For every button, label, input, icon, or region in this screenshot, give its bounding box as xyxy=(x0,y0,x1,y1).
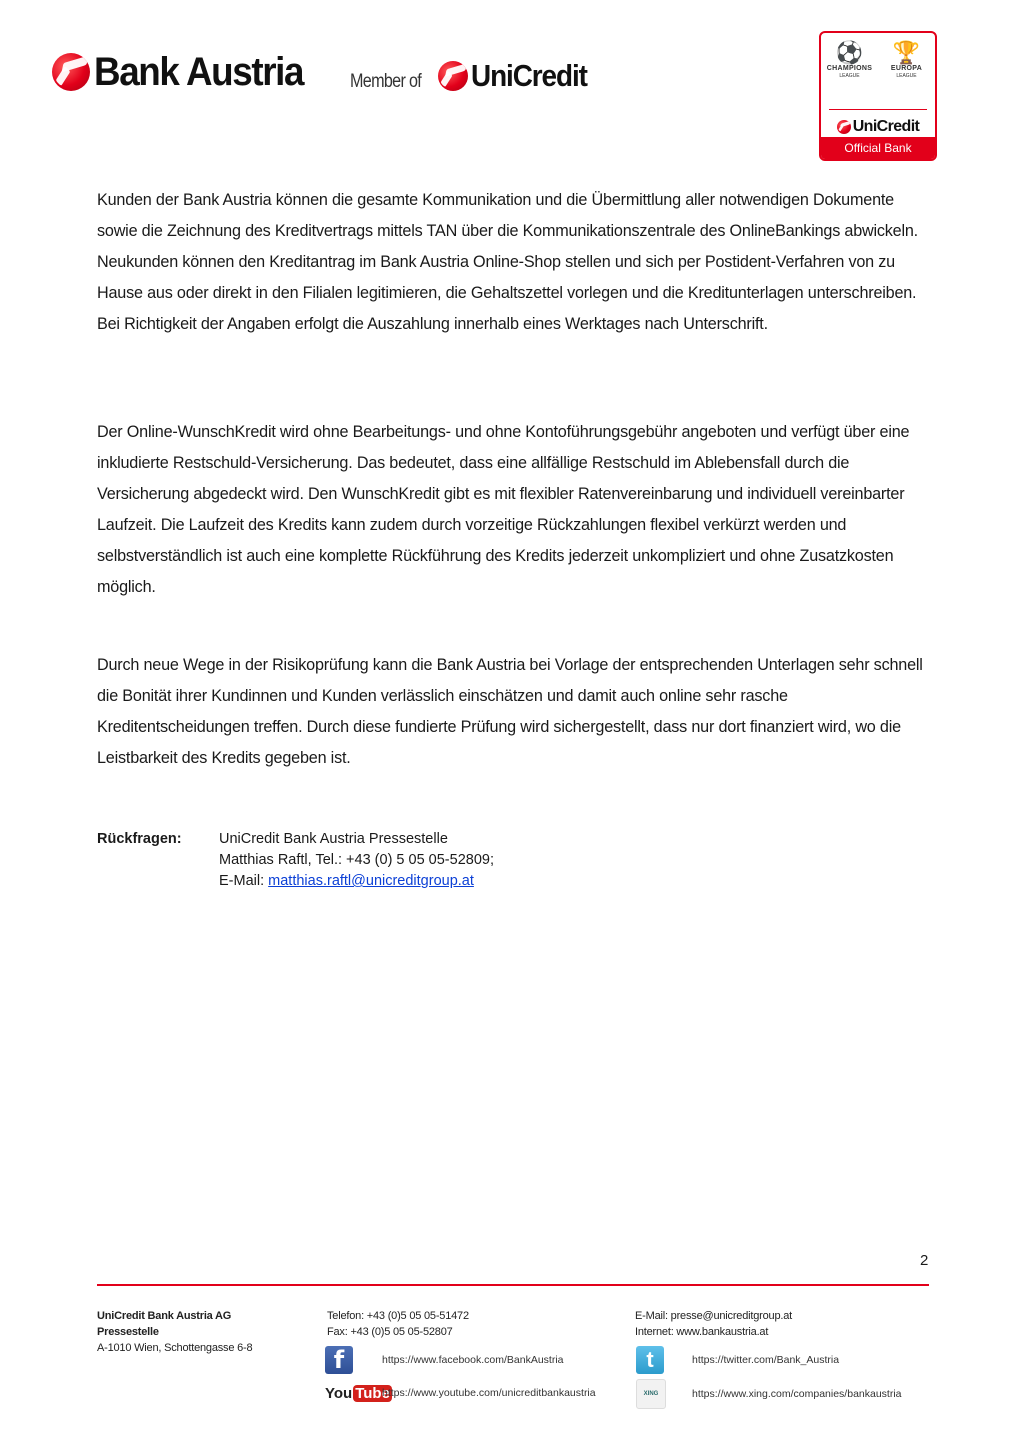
official-bank-badge xyxy=(819,31,937,161)
contact-label: Rückfragen: xyxy=(97,831,182,847)
footer-online-block xyxy=(635,1308,792,1340)
unicredit-ball-icon xyxy=(52,53,90,91)
contact-office: UniCredit Bank Austria Pressestelle xyxy=(219,831,448,847)
twitter-icon[interactable]: t xyxy=(636,1346,664,1374)
badge-divider xyxy=(829,109,927,110)
badge-brand: UniCredit xyxy=(852,118,920,135)
paragraph-3: Durch neue Wege in der Risikoprüfung kann die Bank Austria bei Vorlage der entsprechenden Unterlagen sehr schnell die Bonität ihrer Kundinnen und Kunden verlässlich einschätzen und damit auch online sehr rasche Kreditentscheidungen treffen. Durch diese fundierte Prüfung wird sichergestellt, dass nur dort finanziert wird, wo die Leistbarkeit des Kredits gegeben ist. xyxy=(97,656,923,767)
star-ball-icon: ⚽ xyxy=(835,40,864,65)
youtube-link[interactable]: You Tube https://www.youtube.com/unicreditbankaustria xyxy=(325,1379,383,1407)
footer-street: A-1010 Wien, Schottengasse 6-8 xyxy=(97,1342,253,1354)
footer-divider xyxy=(97,1284,929,1286)
twitter-link[interactable]: t https://twitter.com/Bank_Austria xyxy=(636,1346,692,1374)
page-number: 2 xyxy=(920,1252,929,1269)
bank-austria-logo xyxy=(52,52,321,92)
footer-address xyxy=(97,1308,252,1356)
europa-league-logo: 🏆 EUROPA LEAGUE xyxy=(890,40,923,79)
unicredit-ball-icon xyxy=(837,120,851,134)
trophy-icon: 🏆 xyxy=(892,40,921,65)
official-bank-label: Official Bank xyxy=(821,137,935,159)
footer-fax: Fax: +43 (0)5 05 05-52807 xyxy=(327,1326,453,1338)
footer-company: UniCredit Bank Austria AG xyxy=(97,1310,232,1322)
youtube-icon[interactable]: You Tube xyxy=(325,1384,390,1402)
paragraph-2: Der Online-WunschKredit wird ohne Bearbeitungs- und ohne Kontoführungsgebühr angeboten und verfügt über eine inkludierte Restschuld-Versicherung. Das bedeutet, dass eine allfällige Restschuld im Ablebensfall durch die Versicherung abgedeckt wird. Den WunschKredit gibt es mit flexibler Ratenvereinbarung und individuell vereinbarter Laufzeit. Die Laufzeit des Kredits kann zudem durch vorzeitige Rückzahlungen flexibel verkürzt werden und selbstverständlich ist auch eine komplette Rückführung des Kredits jederzeit unkompliziert und ohne Zusatzkosten möglich. xyxy=(97,423,910,596)
footer-phone-block xyxy=(327,1308,469,1340)
contact-email-link[interactable]: matthias.raftl@unicreditgroup.at xyxy=(268,873,474,889)
xing-icon[interactable]: XING xyxy=(636,1379,666,1409)
contact-person: Matthias Raftl, Tel.: +43 (0) 5 05 05-52809; xyxy=(219,852,494,868)
facebook-link[interactable]: f https://www.facebook.com/BankAustria xyxy=(325,1346,381,1374)
unicredit-ball-icon xyxy=(438,61,468,91)
facebook-icon[interactable]: f xyxy=(325,1346,353,1374)
footer-department: Pressestelle xyxy=(97,1326,159,1338)
parent-brand: UniCredit xyxy=(470,58,587,93)
contact-email-line: E-Mail: matthias.raftl@unicreditgroup.at xyxy=(219,873,474,889)
member-of-unicredit xyxy=(350,58,599,94)
member-of-label: Member of xyxy=(350,71,422,92)
footer-email: E-Mail: presse@unicreditgroup.at xyxy=(635,1310,793,1322)
footer-internet: Internet: www.bankaustria.at xyxy=(635,1326,769,1338)
paragraph-1: Kunden der Bank Austria können die gesamte Kommunikation und die Übermittlung aller notwendigen Dokumente sowie die Zeichnung des Kreditvertrags mittels TAN über die Kommunikationszentrale des OnlineBankings abwickeln. Neukunden können den Kreditantrag im Bank Austria Online-Shop stellen und sich per Postident-Verfahren von zu Hause aus oder direkt in den Filialen legitimieren, die Gehaltszettel vorlegen und die Kreditunterlagen unterschreiben. Bei Richtigkeit der Angaben erfolgt die Auszahlung innerhalb eines Werktages nach Unterschrift. xyxy=(97,191,918,333)
xing-link[interactable]: XING https://www.xing.com/companies/bankaustria xyxy=(636,1379,694,1409)
champions-league-logo: ⚽ CHAMPIONS LEAGUE xyxy=(826,40,873,79)
brand-name: Bank Austria xyxy=(94,50,304,94)
footer-phone: Telefon: +43 (0)5 05 05-51472 xyxy=(327,1310,469,1322)
